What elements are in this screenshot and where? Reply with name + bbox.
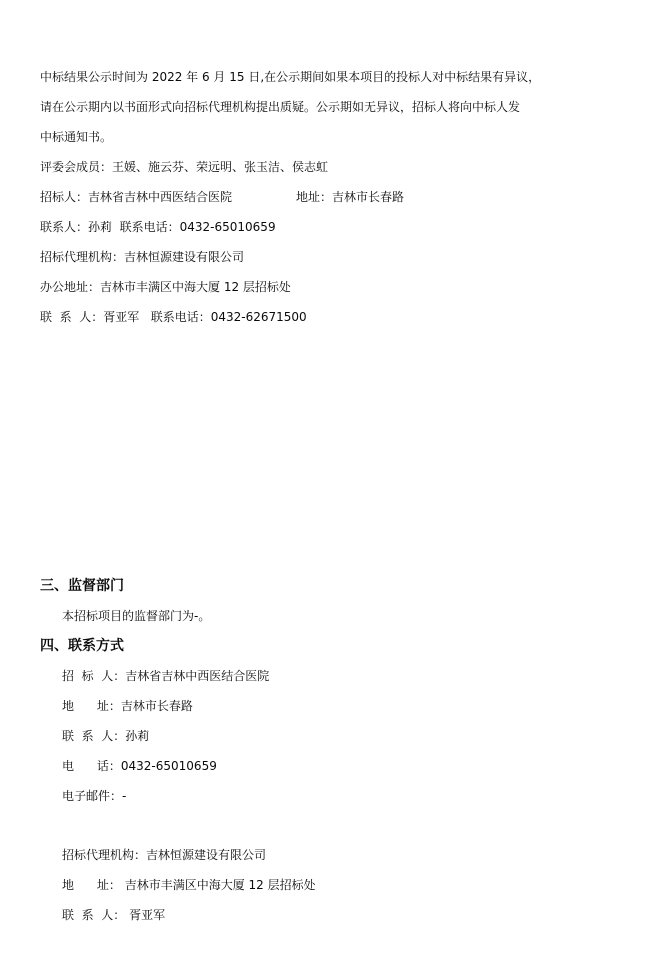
contact-email-row xyxy=(62,789,126,803)
notice-line-3: 中标通知书。 xyxy=(40,130,113,144)
contact-person-label: 联 系 人： xyxy=(62,729,126,743)
notice-line-2: 请在公示期内以书面形式向招标代理机构提出质疑。公示期如无异议，招标人将向中标人发 xyxy=(40,100,521,114)
contact-person-row xyxy=(62,729,149,743)
agency-name-label: 招标代理机构： xyxy=(62,848,147,862)
notice-line-1: 中标结果公示时间为 2022 年 6 月 15 日,在公示期间如果本项目的投标人对中标结果有异议， xyxy=(40,70,541,84)
contact-tenderer-value: 吉林省吉林中西医结合医院 xyxy=(125,669,270,683)
agency-address-value: 吉林市丰满区中海大厦 12 层招标处 xyxy=(120,878,316,892)
contact-phone-label: 电 话： xyxy=(62,759,121,773)
agency-contact-label: 联 系 人： xyxy=(62,908,126,922)
agency-address-label: 地 址： xyxy=(62,878,121,892)
tenderer-name: 招标人：吉林省吉林中西医结合医院 xyxy=(40,190,233,204)
tenderer-contact: 联系人：孙莉 联系电话：0432-65010659 xyxy=(40,220,276,234)
agency-address-row xyxy=(62,878,316,892)
agency-contact-value: 胥亚军 xyxy=(125,908,166,922)
contact-phone-row xyxy=(62,759,217,773)
contact-address-label: 地 址： xyxy=(62,699,121,713)
section3-body: 本招标项目的监督部门为-。 xyxy=(62,609,211,623)
section4-title: 四、联系方式 xyxy=(40,638,124,654)
contact-phone-value: 0432-65010659 xyxy=(120,759,217,773)
contact-address-row xyxy=(62,699,193,713)
contact-email-value: - xyxy=(122,789,127,803)
contact-address-value: 吉林市长春路 xyxy=(120,699,193,713)
section3-title: 三、监督部门 xyxy=(40,578,124,594)
agency-name-row xyxy=(62,848,266,862)
agency-contact-row xyxy=(62,908,165,922)
agency-name-value: 吉林恒源建设有限公司 xyxy=(146,848,267,862)
committee-members: 评委会成员：王媛、施云芬、荣远明、张玉洁、侯志虹 xyxy=(40,160,329,174)
agency-address: 办公地址：吉林市丰满区中海大厦 12 层招标处 xyxy=(40,280,291,294)
agency-name: 招标代理机构：吉林恒源建设有限公司 xyxy=(40,250,245,264)
tenderer-address: 地址：吉林市长春路 xyxy=(296,190,405,204)
contact-tenderer-label: 招 标 人： xyxy=(62,669,126,683)
contact-email-label: 电子邮件： xyxy=(62,789,123,803)
contact-person-value: 孙莉 xyxy=(125,729,150,743)
agency-contact: 联 系 人：胥亚军 联系电话：0432-62671500 xyxy=(40,310,307,324)
contact-tenderer-row xyxy=(62,669,269,683)
